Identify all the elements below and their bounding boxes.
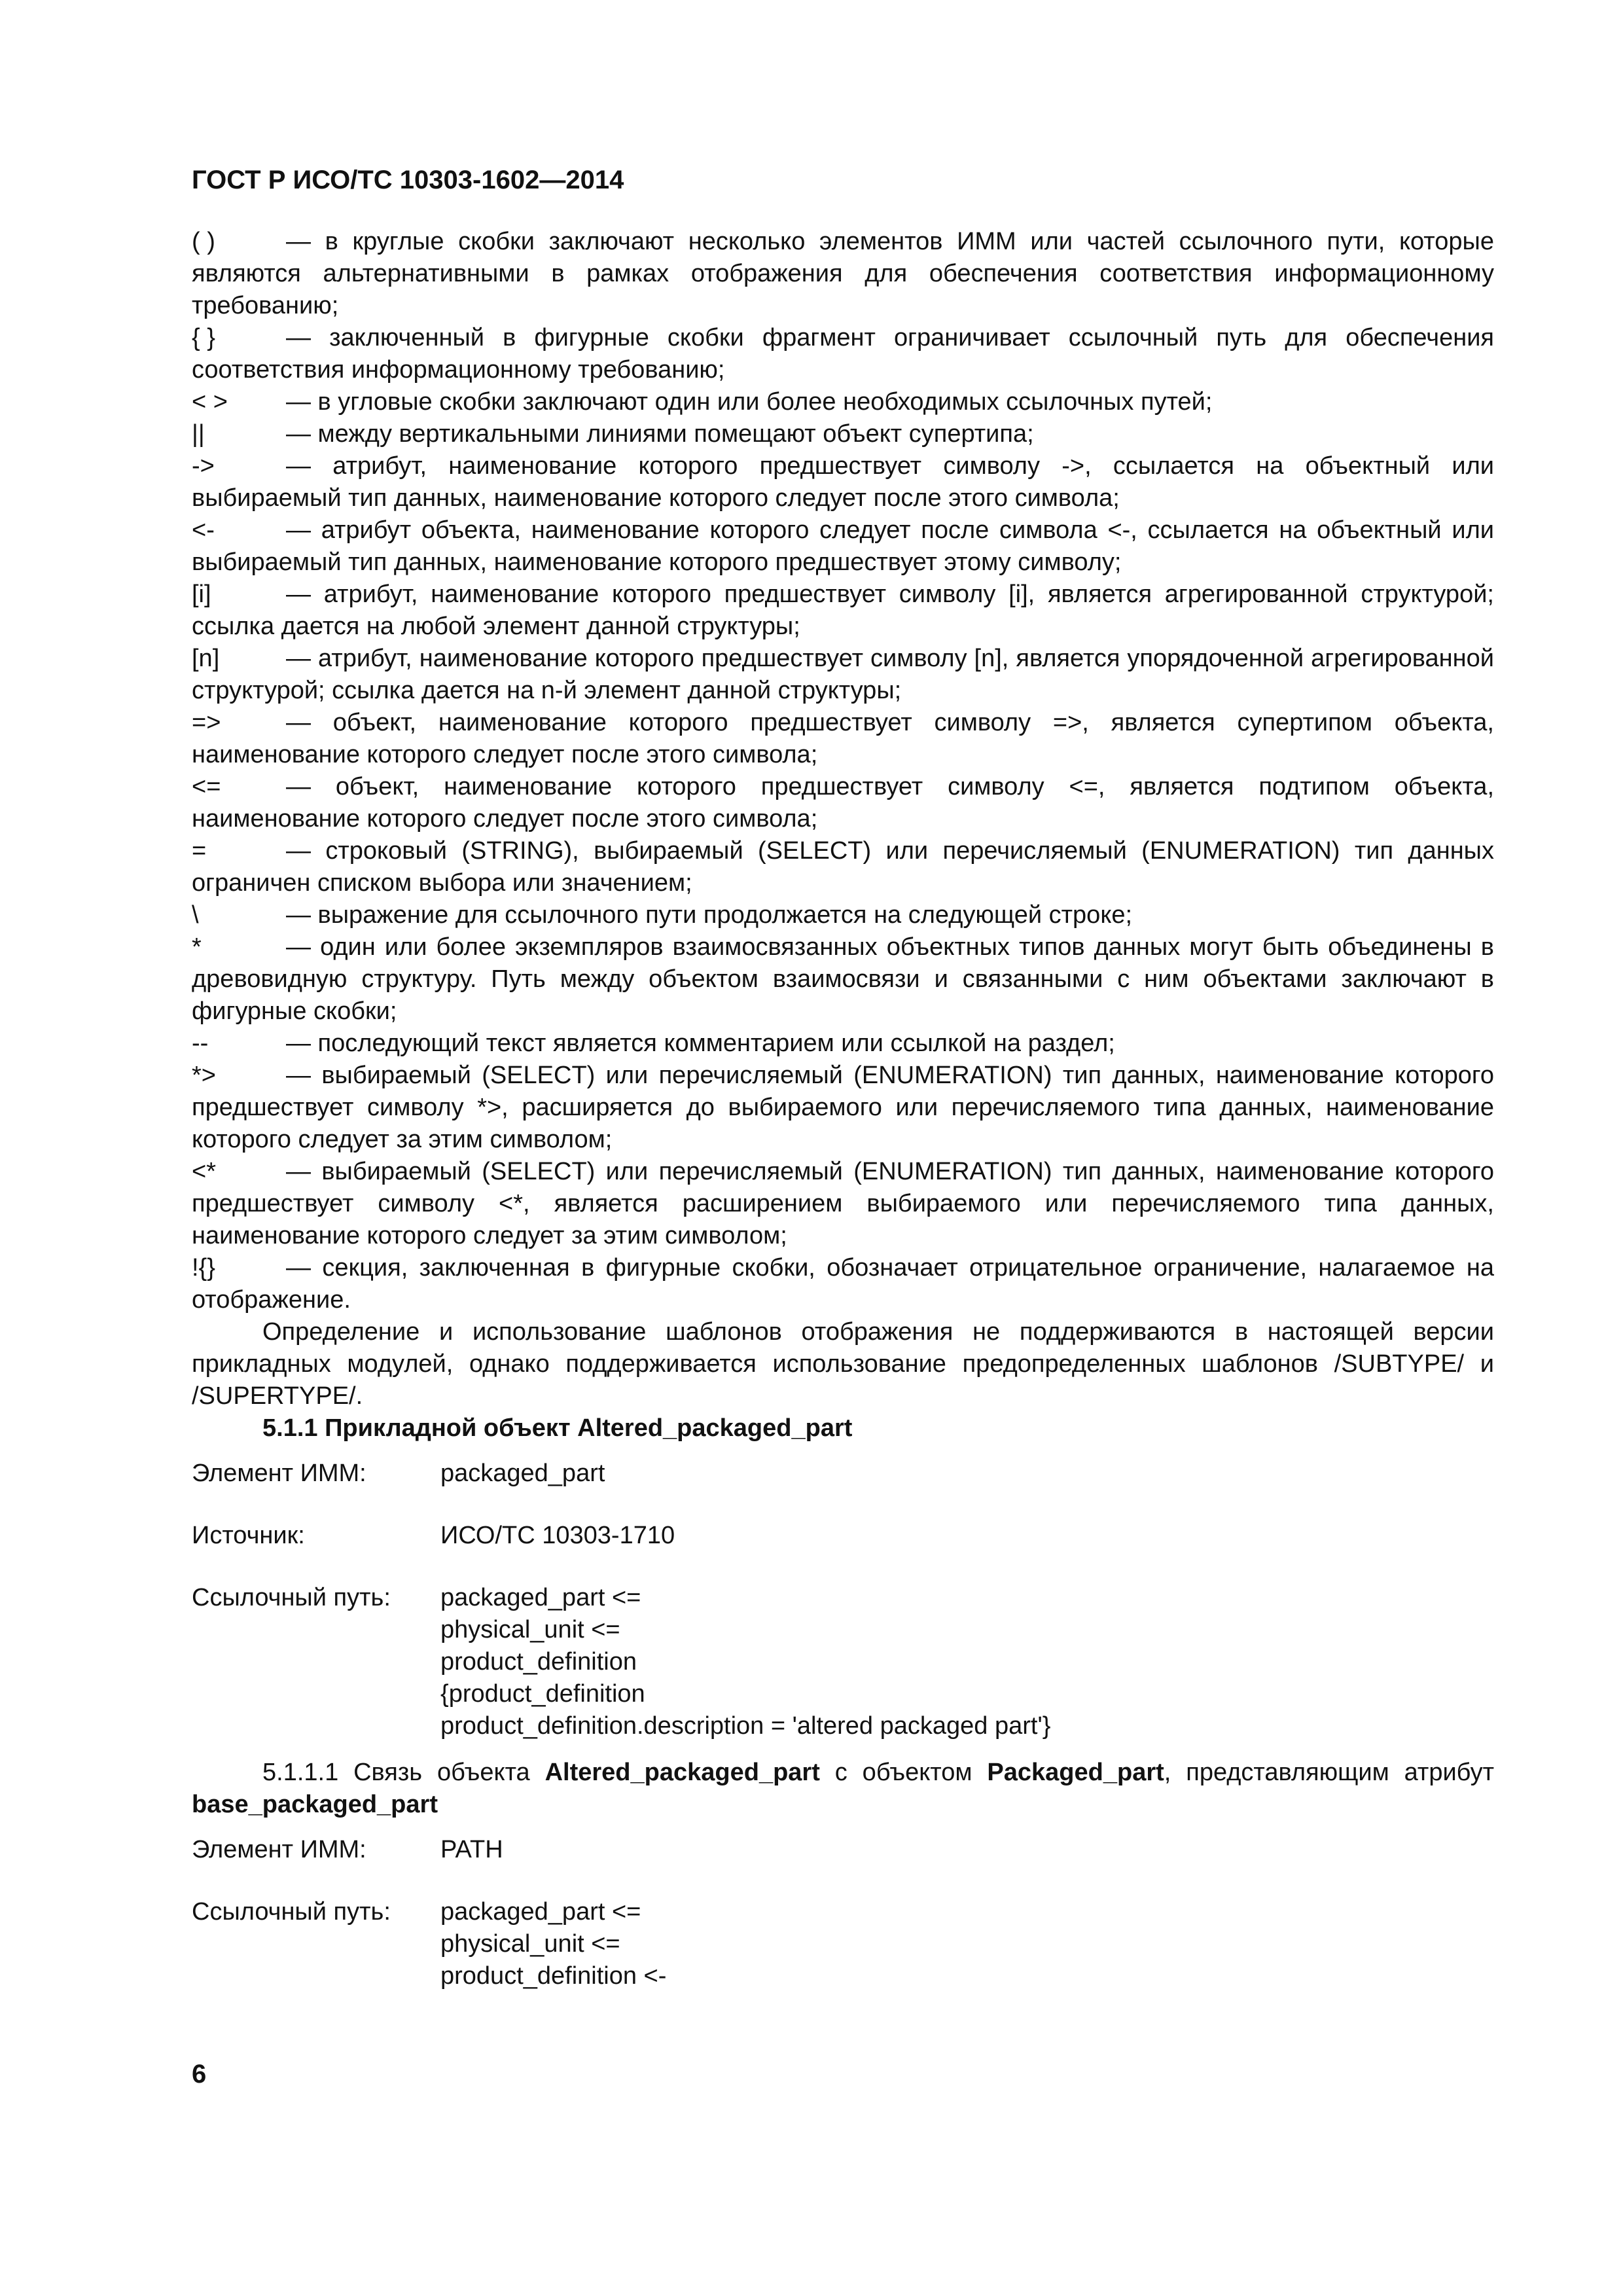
- section-heading-5-1-1: 5.1.1 Прикладной объект Altered_packaged_part: [262, 1414, 853, 1442]
- definition-item: [192, 931, 1494, 1028]
- definition-item: [192, 707, 1494, 771]
- mapping-label: Источник:: [192, 1522, 305, 1549]
- mapping-label: Ссылочный путь:: [192, 1898, 391, 1926]
- definition-item: [192, 899, 1494, 931]
- definition-item: [192, 1252, 1494, 1316]
- definition-item: [192, 1156, 1494, 1252]
- definition-symbol: [i]: [192, 581, 211, 608]
- definition-text: — атрибут, наименование которого предшествует символу [i], является агрегированной структурой; ссылка дается на любой элемент данной структуры;: [192, 581, 1494, 640]
- definition-symbol: { }: [192, 324, 215, 351]
- mapping-block-5-1-1: [192, 1458, 1494, 1742]
- definition-text: — выбираемый (SELECT) или перечисляемый (ENUMERATION) тип данных, наименование которого предшествует символу *>, расширяется до выбираемого или перечисляемого типа данных, наименование которого следует за этим символом;: [192, 1062, 1494, 1153]
- page-number: 6: [192, 2060, 207, 2089]
- definition-item: [192, 771, 1494, 835]
- definition-item: [192, 1028, 1494, 1060]
- definition-text: — выбираемый (SELECT) или перечисляемый (ENUMERATION) тип данных, наименование которого предшествует символу <*, является расширением выбираемого или перечисляемого типа данных, наименование которого следует за этим символом;: [192, 1158, 1494, 1249]
- mapping-value: ИСО/ТС 10303-1710: [440, 1522, 675, 1549]
- definition-text: — заключенный в фигурные скобки фрагмент ограничивает ссылочный путь для обеспечения соответствия информационному требованию;: [192, 324, 1494, 384]
- definition-item: [192, 386, 1494, 418]
- mapping-label: Ссылочный путь:: [192, 1584, 391, 1611]
- reference-path-line: product_definition.description = 'altered packaged part'}: [440, 1712, 1051, 1740]
- definition-item: [192, 418, 1494, 450]
- definition-symbol: <-: [192, 516, 215, 544]
- mapping-value: packaged_part: [440, 1460, 605, 1487]
- mapping-row-reference-path: [192, 1896, 1494, 1992]
- definition-text: — атрибут, наименование которого предшествует символу [n], является упорядоченной агрегированной структурой; ссылка дается на n-й элемент данной структуры;: [192, 645, 1494, 704]
- mapping-label: Элемент ИММ:: [192, 1836, 366, 1863]
- definition-symbol: =>: [192, 709, 221, 736]
- definition-item: [192, 1060, 1494, 1156]
- definition-symbol: <*: [192, 1158, 216, 1185]
- definition-item: [192, 835, 1494, 899]
- object-name: Altered_packaged_part: [544, 1759, 820, 1786]
- definition-symbol: ( ): [192, 228, 215, 255]
- attribute-name: base_packaged_part: [192, 1791, 438, 1818]
- mapping-block-5-1-1-1: [192, 1834, 1494, 1992]
- definition-text: — строковый (STRING), выбираемый (SELECT) или перечисляемый (ENUMERATION) тип данных ограничен списком выбора или значением;: [192, 837, 1494, 897]
- reference-path-line: physical_unit <=: [440, 1930, 620, 1958]
- mapping-value: PATH: [440, 1836, 503, 1863]
- reference-path-line: {product_definition: [440, 1680, 645, 1708]
- definition-symbol: ->: [192, 452, 215, 480]
- document-header: ГОСТ Р ИСО/ТС 10303-1602—2014: [192, 166, 624, 194]
- subsection-heading-5-1-1-1: [192, 1757, 1494, 1821]
- definition-item: [192, 450, 1494, 514]
- definition-item: [192, 322, 1494, 386]
- definition-symbol: < >: [192, 388, 228, 416]
- definition-symbol: --: [192, 1030, 209, 1057]
- definition-item: [192, 226, 1494, 322]
- mapping-row-source: [192, 1520, 1494, 1552]
- definition-item: [192, 579, 1494, 643]
- symbol-definitions-list: [192, 226, 1494, 1316]
- definition-item: [192, 643, 1494, 707]
- reference-path-line: packaged_part <=: [440, 1584, 641, 1611]
- definition-text: — объект, наименование которого предшествует символу <=, является подтипом объекта, наименование которого следует после этого символа;: [192, 773, 1494, 833]
- definition-text: — между вертикальными линиями помещают объект супертипа;: [286, 420, 1034, 448]
- subsection-prefix: 5.1.1.1 Связь объекта: [262, 1759, 545, 1786]
- mapping-row-reference-path: [192, 1582, 1494, 1742]
- definition-text: — атрибут объекта, наименование которого следует после символа <-, ссылается на объектный или выбираемый тип данных, наименование которого предшествует этому символу;: [192, 516, 1494, 576]
- reference-path-line: packaged_part <=: [440, 1898, 641, 1926]
- definition-symbol: =: [192, 837, 207, 865]
- definition-text: — объект, наименование которого предшествует символу =>, является супертипом объекта, наименование которого следует после этого символа;: [192, 709, 1494, 768]
- definition-text: — в круглые скобки заключают несколько элементов ИММ или частей ссылочного пути, которые являются альтернативными в рамках отображения для обеспечения соответствия информационному требованию;: [192, 228, 1494, 319]
- definition-item: [192, 514, 1494, 579]
- reference-path-line: physical_unit <=: [440, 1616, 620, 1643]
- definition-symbol: \: [192, 901, 199, 929]
- definition-text: — последующий текст является комментарием или ссылкой на раздел;: [286, 1030, 1115, 1057]
- definition-symbol: [n]: [192, 645, 220, 672]
- definition-text: — выражение для ссылочного пути продолжается на следующей строке;: [286, 901, 1133, 929]
- definition-symbol: *>: [192, 1062, 216, 1089]
- definition-symbol: ||: [192, 420, 205, 448]
- definition-symbol: !{}: [192, 1254, 215, 1282]
- reference-path: [440, 1896, 1494, 1992]
- templates-paragraph: Определение и использование шаблонов отображения не поддерживаются в настоящей версии прикладных модулей, однако поддерживается использование предопределенных шаблонов /SUBTYPE/ и /SUPERTYPE/.: [192, 1318, 1494, 1410]
- definition-text: — один или более экземпляров взаимосвязанных объектных типов данных могут быть объединены в древовидную структуру. Путь между объектом взаимосвязи и связанными с ним объектами заключают в фигурные скобки;: [192, 933, 1494, 1025]
- reference-path-line: product_definition: [440, 1648, 637, 1676]
- object-name: Packaged_part: [987, 1759, 1164, 1786]
- subsection-suffix: , представляющим атрибут: [1164, 1759, 1495, 1786]
- reference-path-line: product_definition <-: [440, 1962, 667, 1990]
- reference-path: [440, 1582, 1494, 1742]
- page-content: [192, 226, 1494, 1992]
- subsection-middle: с объектом: [819, 1759, 988, 1786]
- definition-symbol: <=: [192, 773, 221, 800]
- definition-text: — в угловые скобки заключают один или более необходимых ссылочных путей;: [286, 388, 1213, 416]
- mapping-label: Элемент ИММ:: [192, 1460, 366, 1487]
- definition-symbol: *: [192, 933, 202, 961]
- definition-text: — секция, заключенная в фигурные скобки, обозначает отрицательное ограничение, налагаемое на отображение.: [192, 1254, 1494, 1314]
- definition-text: — атрибут, наименование которого предшествует символу ->, ссылается на объектный или выбираемый тип данных, наименование которого следует после этого символа;: [192, 452, 1494, 512]
- mapping-row-element: [192, 1834, 1494, 1866]
- mapping-row-element: [192, 1458, 1494, 1490]
